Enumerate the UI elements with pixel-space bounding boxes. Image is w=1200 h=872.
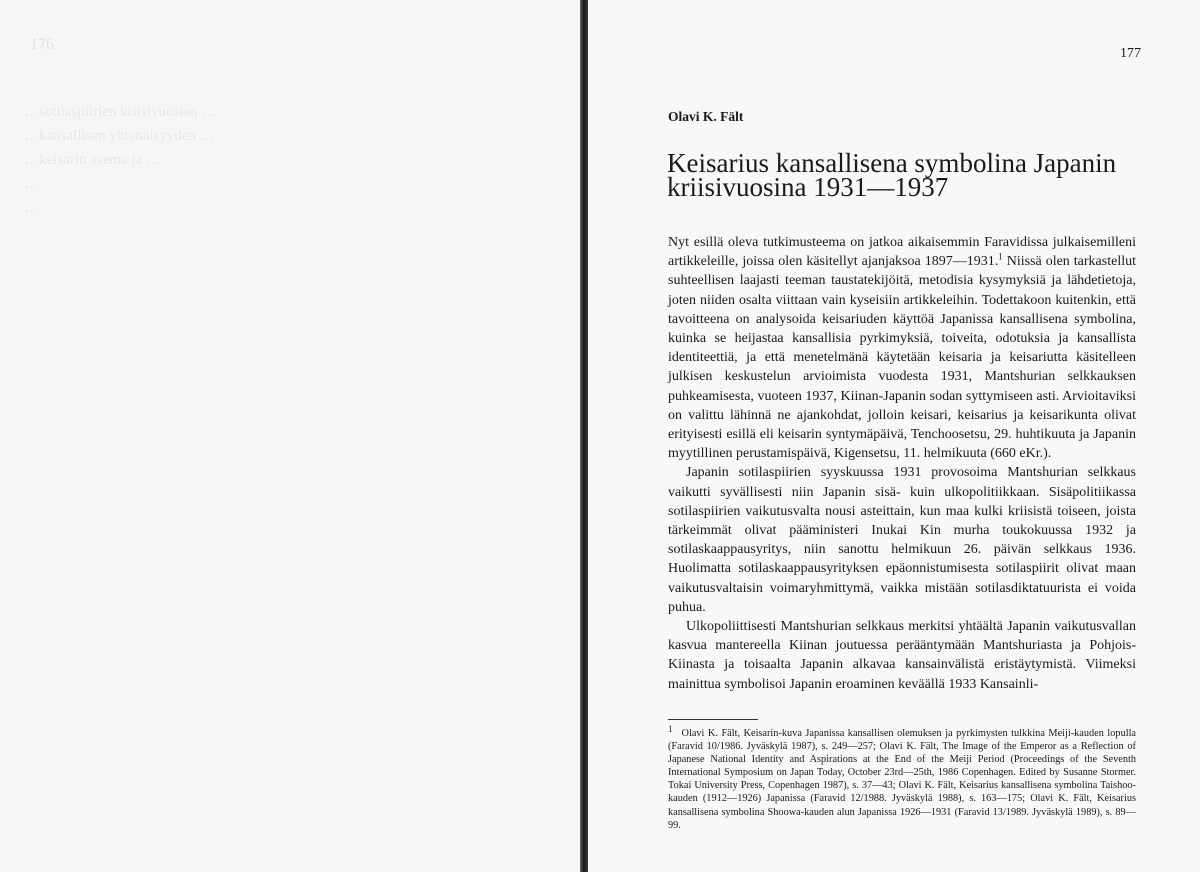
footnote-reference: 1 <box>998 251 1003 262</box>
article-title: Keisarius kansallisena symbolina Japanin kriisivuosina 1931—1937 <box>667 148 1117 202</box>
footnote-text: Olavi K. Fält, Keisarin-kuva Japanissa kansallisen olemuksen ja pyrkimysten tulkkina Meiji-kauden lopulla (Faravid 10/1986. Jyväskylä 1987), s. 249—257; Olavi K. Fält, The Image of the Emperor as a Reflection of Japanese National Identity and Aspirations at the End of the Meiji Period (Proceedings of the Seventh International Symposium on Japan Today, October 23rd—25th, 1986 Copenhagen. Edited by Susanne Stormer. Tokai University Press, Copenhagen 1987), s. 37—43; Olavi K. Fält, Keisarius kansallisena symbolina Taishoo-kauden (1912—1926) Japanissa (Faravid 12/1988. Jyväskylä 1988), s. 163—175; Olavi K. Fält, Keisarius kansallisena symbolina Shoowa-kauden alun Japanissa 1926—1931 (Faravid 13/1989. Jyväskylä 1989), s. 89—99. <box>668 728 1137 831</box>
ghost-line: …sotilaspiirien kriisivuosien … <box>24 104 217 120</box>
paragraph <box>668 233 1136 463</box>
right-page <box>588 0 1200 872</box>
ghost-line: …keisarin asema ja … <box>24 152 162 168</box>
left-page <box>0 0 582 872</box>
show-through-text <box>24 100 524 220</box>
article-body <box>668 233 1136 694</box>
ghost-line: … <box>24 176 39 192</box>
left-page-number: 176 <box>30 36 54 53</box>
footnote-rule <box>668 719 758 720</box>
paragraph-text: Niissä olen tarkastellut suhteellisen laajasti teeman taustatekijöitä, metodisia kysymyksiä ja lähdetietoja, joten niiden osalta viittaan vain kyseisiin artikkeleihin. Todettakoon kuitenkin, että tavoitteena on analysoida keisariuden käyttöä Japanissa kansallisena symbolina, kuinka se heijastaa kansallisia pyrkimyksiä, toiveita, odotuksia ja kansallista identiteettiä, ja että menetelmänä käytetään keisaria ja keisariutta käsitelleen julkisen keskustelun arvioimista vuodesta 1931, Mantshurian selkkauksen puhkeamisesta, vuoteen 1937, Kiinan-Japanin sodan syttymiseen asti. Arvioitaviksi on valittu lähinnä ne ajankohdat, jolloin keisari, keisarius ja keisarikunta olivat erityisesti esillä eli keisarin syntymäpäivä, Tenchoosetsu, 29. huhtikuuta ja Japanin myytillinen perustamispäivä, Kigensetsu, 11. helmikuuta (660 eKr.). <box>668 254 1136 462</box>
footnote: $^1$ Olavi K. Fält, Keisarin-kuva Japanissa kansallisen olemuksen ja pyrkimysten tulkkina Meiji-kauden lopulla (Faravid 10/1986. Jyväskylä 1987), s. 249—257; Olavi K. Fält, The Image of the Emperor as a Reflection of Japanese National Identity and Aspirations at the End of the Meiji Period (Proceedings of the Seventh International Symposium on Japan Today, October 23rd—25th, 1986 Copenhagen. Edited by Susanne Stormer. Tokai University Press, Copenhagen 1987), s. 37—43; Olavi K. Fält, Keisarius kansallisena symbolina Taishoo-kauden (1912—1926) Japanissa (Faravid 12/1988. Jyväskylä 1988), s. 163—175; Olavi K. Fält, Keisarius kansallisena symbolina Shoowa-kauden alun Japanissa 1926—1931 (Faravid 13/1989. Jyväskylä 1989), s. 89—99. <box>668 723 1137 831</box>
paragraph-text: Nyt esillä oleva tutkimusteema on jatkoa aikaisemmin Faravidissa julkaisemilleni artikkeleille, joissa olen käsitellyt ajanjaksoa 1897—1931. <box>668 235 1136 270</box>
paragraph: Japanin sotilaspiirien syyskuussa 1931 provosoima Mantshurian selkkaus vaikutti syvällisesti niin Japanin sisä- kuin ulkopolitiikkaan. Sisäpolitiikassa sotilaspiirien vaikutusvalta nousi asteittain, kun maa kulki kriisistä toiseen, joista tärkeimmät olivat pääministeri Inukai Kin murha toukokuussa 1932 ja sotilaskaappausyritys, niin sanottu helmikuun 26. päivän selkkaus 1936. Huolimatta sotilaskaappausyrityksen epäonnistumisesta sotilaspiirit olivat maan vaikutusvaltaisin voimaryhmittymä, vaikka mistään sotilasdiktatuurista ei voida puhua. <box>668 465 1136 615</box>
ghost-line: … <box>24 200 39 216</box>
ghost-line: …kansallisen yhtenäisyyden … <box>24 128 215 144</box>
page-number: 177 <box>1120 46 1141 61</box>
paragraph: Ulkopoliittisesti Mantshurian selkkaus merkitsi yhtäältä Japanin vaikutusvallan kasvua mantereella Kiinan joutuessa perääntymään Mantshuriasta ja Pohjois-Kiinasta ja toisaalta Japanin alkavaa kansainvälistä eristäytymistä. Viimeksi mainittua symbolisoi Japanin eroaminen keväällä 1933 Kansainli- <box>668 619 1136 692</box>
book-gutter <box>580 0 588 872</box>
article-author: Olavi K. Fält <box>668 109 744 124</box>
